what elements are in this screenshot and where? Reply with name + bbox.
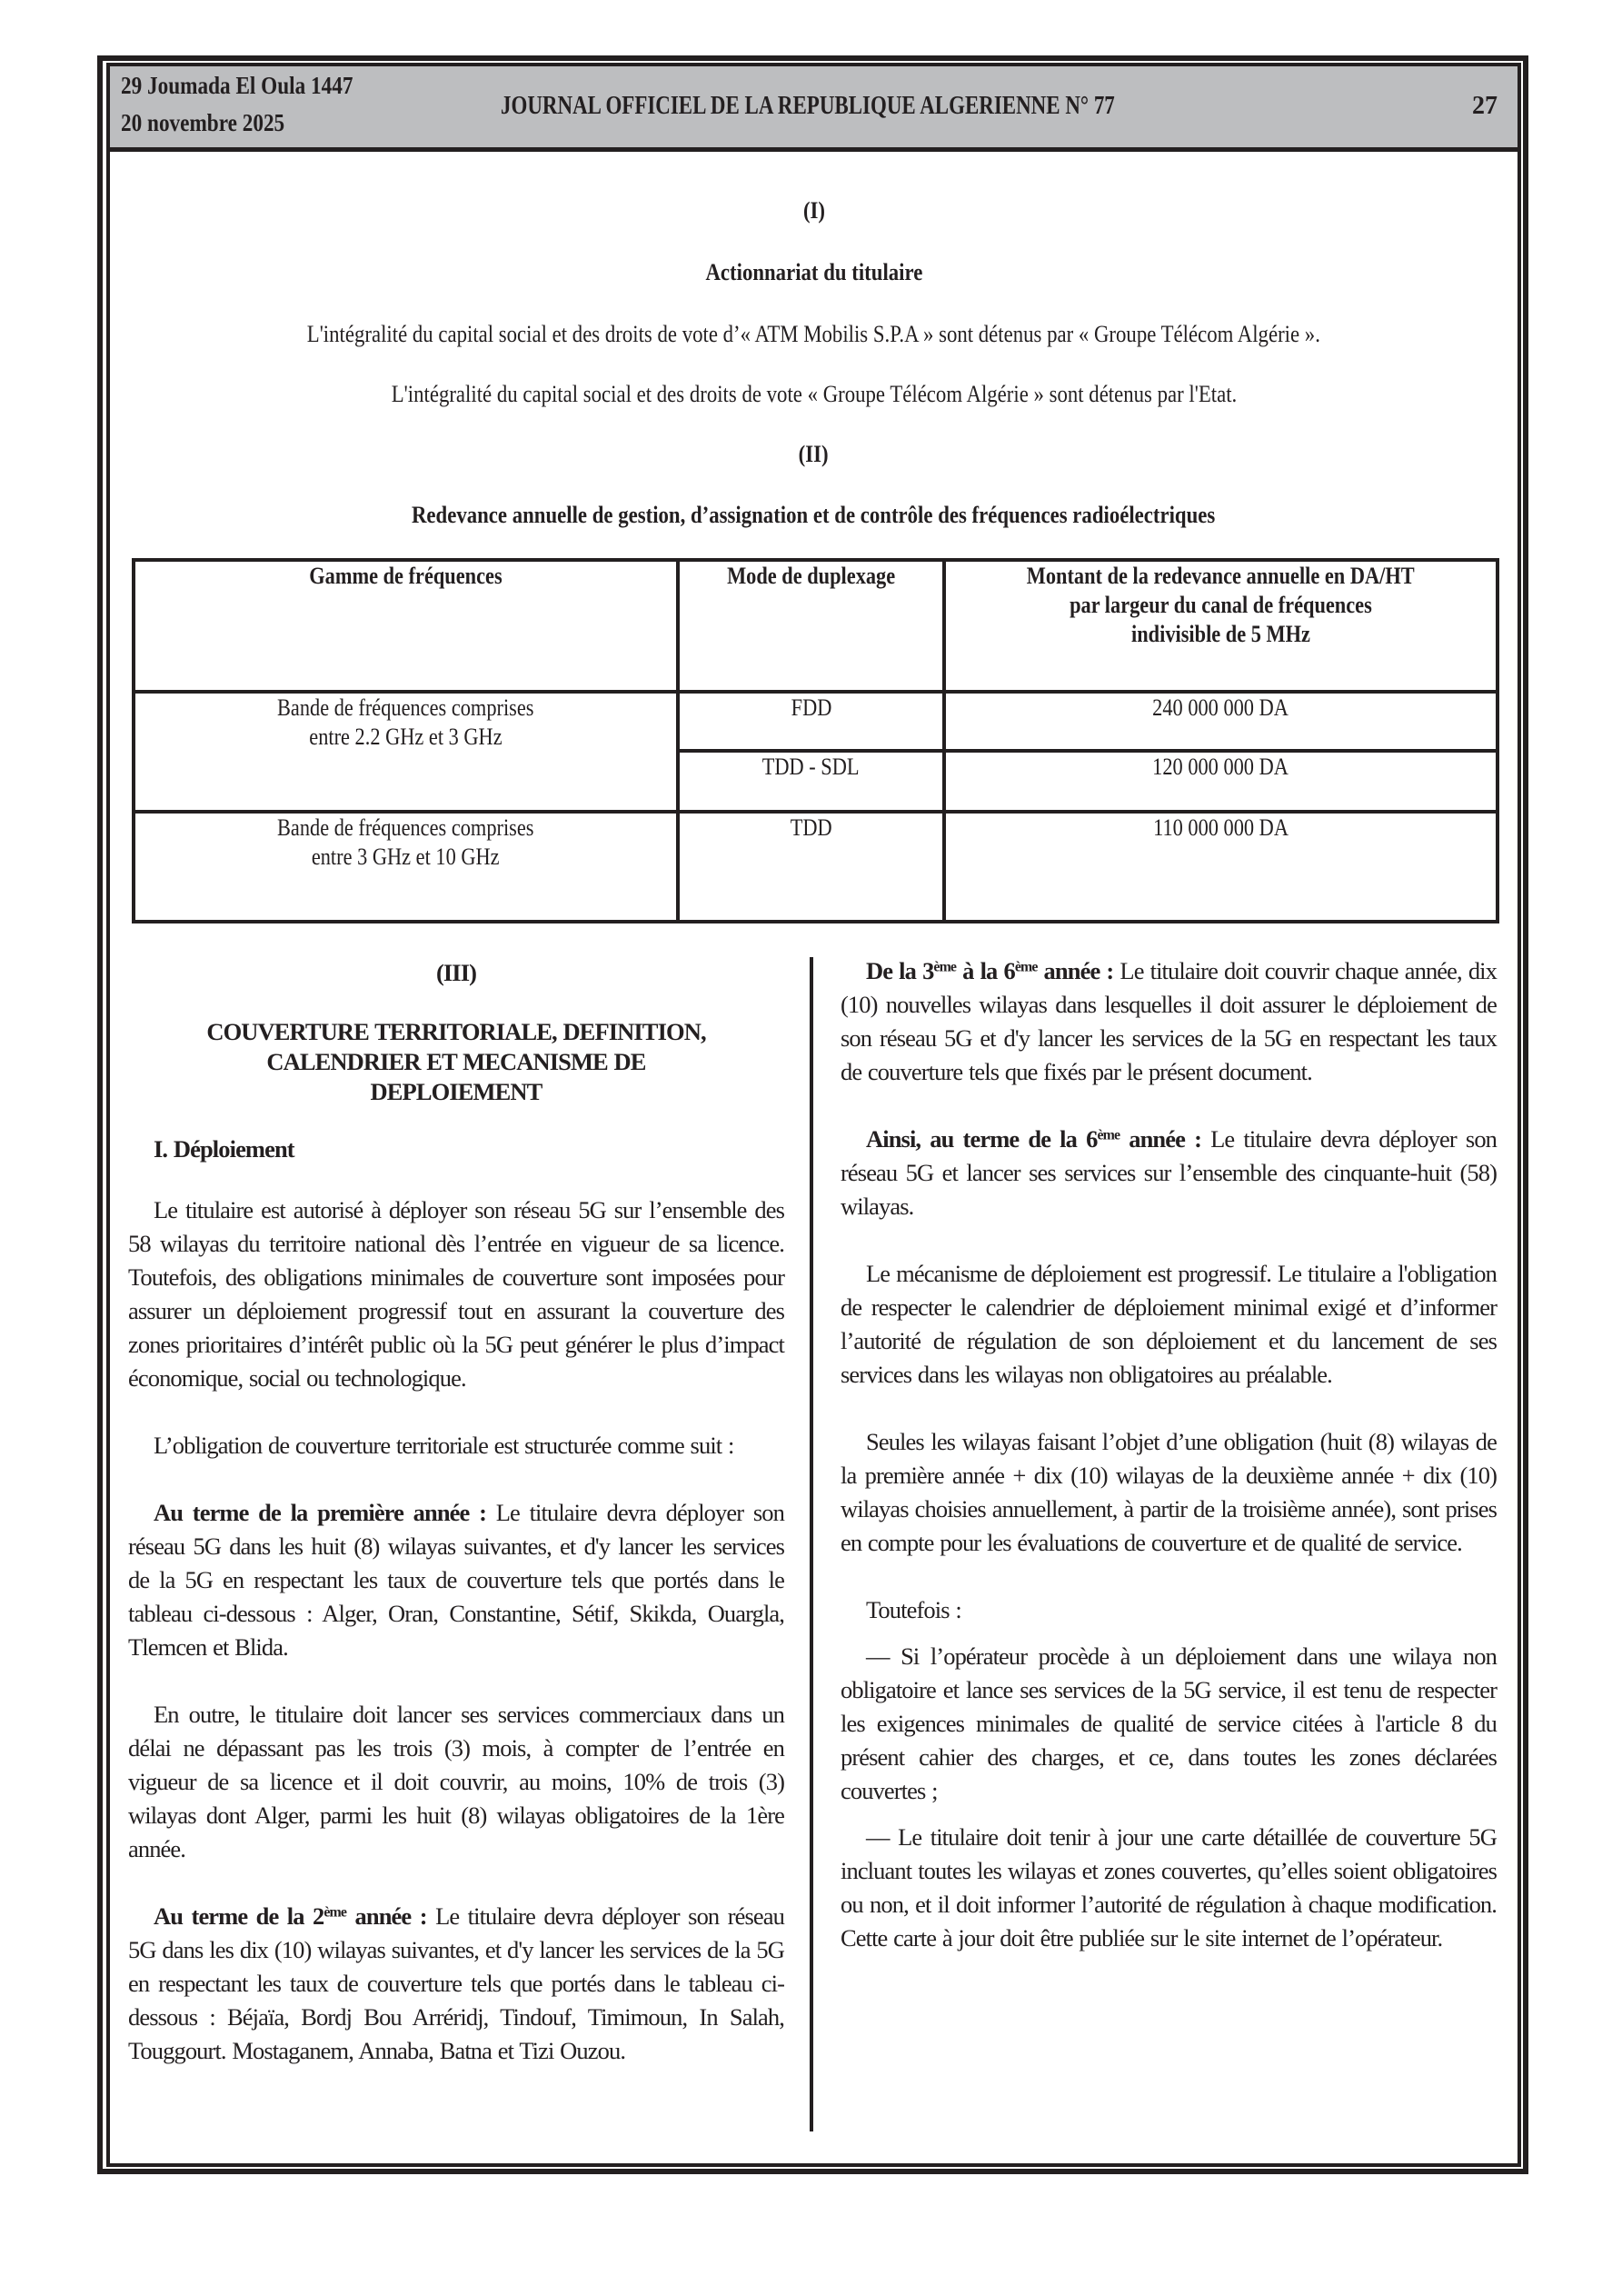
column-header: Gamme de fréquences	[134, 560, 678, 692]
journal-header	[110, 66, 1518, 152]
list-item: — Si l’opérateur procède à un déploiement dans une wilaya non obligatoire et lance ses services de la 5G service, il est tenu de respecter les exigences minimales de qualité de service citées à l'article 8 du présent cahier des charges, et ce, dans toutes les zones déclarées couvertes ;	[841, 1642, 1497, 1804]
section-1-paragraph: L'intégralité du capital social et des droits de vote d’« ATM Mobilis S.P.A » sont détenus par « Groupe Télécom Algérie ».	[306, 320, 1321, 347]
column-header: Montant de la redevance annuelle en DA/HT par largeur du canal de fréquences indivisible de 5 MHz	[944, 560, 1498, 692]
section-3-title: COUVERTURE TERRITORIALE, DEFINITION, CALENDRIER ET MECANISME DE DEPLOIEMENT	[206, 1018, 706, 1105]
right-column	[841, 954, 1497, 1989]
section-1-title: Actionnariat du titulaire	[705, 258, 922, 285]
frequency-fees-table	[132, 558, 1499, 923]
column-divider	[810, 957, 813, 2131]
paragraph: En outre, le titulaire doit lancer ses services commerciaux dans un délai ne dépassant pas les trois (3) mois, à compter de l’entrée en vigueur de sa licence et il doit couvrir, au moins, 10% de trois (3) wilayas dont Alger, parmi les huit (8) wilayas obligatoires de la 1ère année.	[128, 1701, 784, 1862]
list-item: — Le titulaire doit tenir à jour une carte détaillée de couverture 5G incluant toutes les wilayas et zones couvertes, qu’elles soient obligatoires ou non, et il doit informer l’autorité de régulation à chaque modification. Cette carte à jour doit être publiée sur le site internet de l’opérateur.	[841, 1823, 1497, 1952]
section-1-paragraph: L'intégralité du capital social et des droits de vote « Groupe Télécom Algérie » sont détenus par l'Etat.	[391, 380, 1237, 407]
left-column	[128, 956, 784, 2101]
duplex-mode-cell: TDD - SDL	[678, 751, 943, 812]
journal-title: JOURNAL OFFICIEL DE LA REPUBLIQUE ALGERIENNE N° 77	[501, 92, 1115, 120]
paragraph: Seules les wilayas faisant l’objet d’une obligation (huit (8) wilayas de la première année + dix (10) wilayas de la deuxième année + dix (10) wilayas choisies annuellement, à partir de la troisième année), sont prises en compte pour les évaluations de couverture et de qualité de service.	[841, 1428, 1497, 1556]
duplex-mode-cell: TDD	[678, 812, 943, 922]
deployment-subheading: I. Déploiement	[154, 1135, 294, 1163]
paragraph-year-2: Au terme de la 2ème année : Le titulaire devra déployer son réseau 5G dans les dix (10) wilayas suivantes, et d'y lancer les services de la 5G en respectant les taux de couverture tels que portés dans le tableau ci-dessous : Béjaïa, Bordj Bou Arréridj, Tindouf, Timimoun, In Salah, Touggourt. Mostaganem, Annaba, Batna et Tizi Ouzou.	[128, 1902, 784, 2064]
paragraph: L’obligation de couverture territoriale est structurée comme suit :	[154, 1432, 734, 1459]
fee-amount-cell: 240 000 000 DA	[944, 692, 1498, 751]
section-3-numeral: (III)	[435, 959, 477, 986]
section-2-title: Redevance annuelle de gestion, d’assignation et de contrôle des fréquences radioélectriques	[412, 501, 1216, 528]
page-number: 27	[1472, 92, 1498, 120]
fee-amount-cell: 120 000 000 DA	[944, 751, 1498, 812]
frequency-range-cell: Bande de fréquences comprises entre 2.2 GHz et 3 GHz	[134, 692, 678, 812]
section-2-numeral: (II)	[799, 440, 829, 467]
paragraph-year-1: Au terme de la première année : Le titulaire devra déployer son réseau 5G dans les huit (8) wilayas suivantes, et d'y lancer les services de la 5G en respectant les taux de couverture tels que portés dans le tableau ci-dessous : Alger, Oran, Constantine, Sétif, Skikda, Ouargla, Tlemcen et Blida.	[128, 1499, 784, 1661]
table-row	[134, 692, 1498, 751]
duplex-mode-cell: FDD	[678, 692, 943, 751]
paragraph: Toutefois :	[866, 1596, 961, 1623]
fee-amount-cell: 110 000 000 DA	[944, 812, 1498, 922]
paragraph-year-6: Ainsi, au terme de la 6ème année : Le titulaire devra déployer son réseau 5G et lancer ses services sur l’ensemble des cinquante-huit (58) wilayas.	[841, 1125, 1498, 1220]
paragraph: Le mécanisme de déploiement est progressif. Le titulaire a l'obligation de respecter le calendrier de déploiement minimal exigé et d’informer l’autorité de régulation de son déploiement et du lancement de ses services dans les wilayas non obligatoires au préalable.	[841, 1260, 1497, 1388]
column-header: Mode de duplexage	[678, 560, 943, 692]
frequency-range-cell: Bande de fréquences comprises entre 3 GHz et 10 GHz	[134, 812, 678, 922]
table-header-row	[134, 560, 1498, 692]
gregorian-date: 20 novembre 2025	[121, 109, 285, 136]
table-row	[134, 812, 1498, 922]
paragraph-years-3-6: De la 3ème à la 6ème année : Le titulaire doit couvrir chaque année, dix (10) nouvelles wilayas dans lesquelles il doit assurer le déploiement de son réseau 5G et d'y lancer les services de la 5G en respectant les taux de couverture tels que fixés par le présent document.	[841, 957, 1497, 1085]
section-1-numeral: (I)	[802, 196, 825, 224]
paragraph: Le titulaire est autorisé à déployer son réseau 5G sur l’ensemble des 58 wilayas du territoire national dès l’entrée en vigueur de sa licence. Toutefois, des obligations minimales de couverture sont imposées pour assurer un déploiement progressif tout en assurant la couverture des zones prioritaires d’intérêt public où la 5G peut générer le plus d’impact économique, social ou technologique.	[128, 1196, 784, 1392]
hijri-date: 29 Joumada El Oula 1447	[121, 72, 353, 99]
